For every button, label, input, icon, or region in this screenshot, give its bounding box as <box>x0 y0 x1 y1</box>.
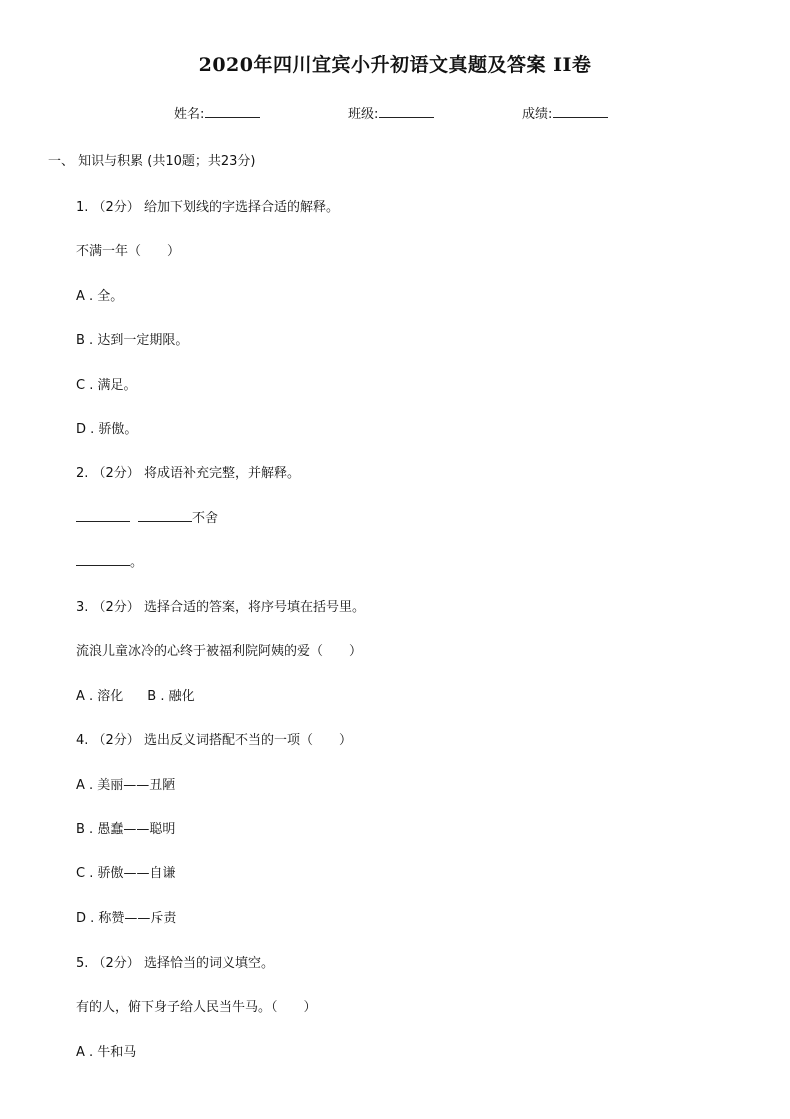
class-label: 班级: <box>348 107 379 122</box>
q5-stem: 5. （2分） 选择恰当的词义填空。 <box>76 956 274 971</box>
q1-stem: 1. （2分） 给加下划线的字选择合适的解释。 <box>76 200 339 215</box>
q5-option-a: A . 牛和马 <box>76 1045 137 1060</box>
q4-option-b: B . 愚蠢——聪明 <box>76 822 176 837</box>
q1-phrase: 不满一年（ ） <box>76 244 181 259</box>
q2-blank-end: 。 <box>130 555 144 570</box>
q2-blank-line <box>76 507 218 526</box>
q5-sentence: 有的人，俯下身子给人民当牛马。（ ） <box>76 1000 317 1015</box>
q4-stem: 4. （2分） 选出反义词搭配不当的一项（ ） <box>76 733 352 748</box>
q3-options <box>76 685 195 704</box>
page-title: 2020年四川宜宾小升初语文真题及答案 II卷 <box>198 54 592 76</box>
q4-option-d: D . 称赞——斥责 <box>76 911 177 926</box>
q3-option-b: B . 融化 <box>147 689 195 704</box>
q1-option-b: B . 达到一定期限。 <box>76 333 189 348</box>
q1-option-d: D . 骄傲。 <box>76 422 138 437</box>
name-blank <box>205 105 260 118</box>
score-label: 成绩: <box>522 107 553 122</box>
q4-option-c: C . 骄傲——自谦 <box>76 866 176 881</box>
q2-blank-1 <box>76 509 130 522</box>
name-label: 姓名: <box>174 107 205 122</box>
q2-blank-2 <box>138 509 192 522</box>
q2-blank-3 <box>76 553 130 566</box>
score-blank <box>553 105 608 118</box>
q3-stem: 3. （2分） 选择合适的答案，将序号填在括号里。 <box>76 600 365 615</box>
q2-blank-suffix: 不舍 <box>192 511 219 526</box>
section-heading: 一、 知识与积累 (共10题；共23分) <box>48 154 256 169</box>
q2-stem: 2. （2分） 将成语补充完整，并解释。 <box>76 466 300 481</box>
q3-sentence: 流浪儿童冰冷的心终于被福利院阿姨的爱（ ） <box>76 644 363 659</box>
class-field <box>348 103 434 122</box>
q2-explain-line <box>76 551 143 570</box>
class-blank <box>379 105 434 118</box>
q4-option-a: A . 美丽——丑陋 <box>76 778 176 793</box>
score-field <box>522 103 608 122</box>
name-field <box>174 103 260 122</box>
q1-option-c: C . 满足。 <box>76 378 137 393</box>
q1-option-a: A . 全。 <box>76 289 124 304</box>
q3-option-a: A . 溶化 <box>76 689 124 704</box>
